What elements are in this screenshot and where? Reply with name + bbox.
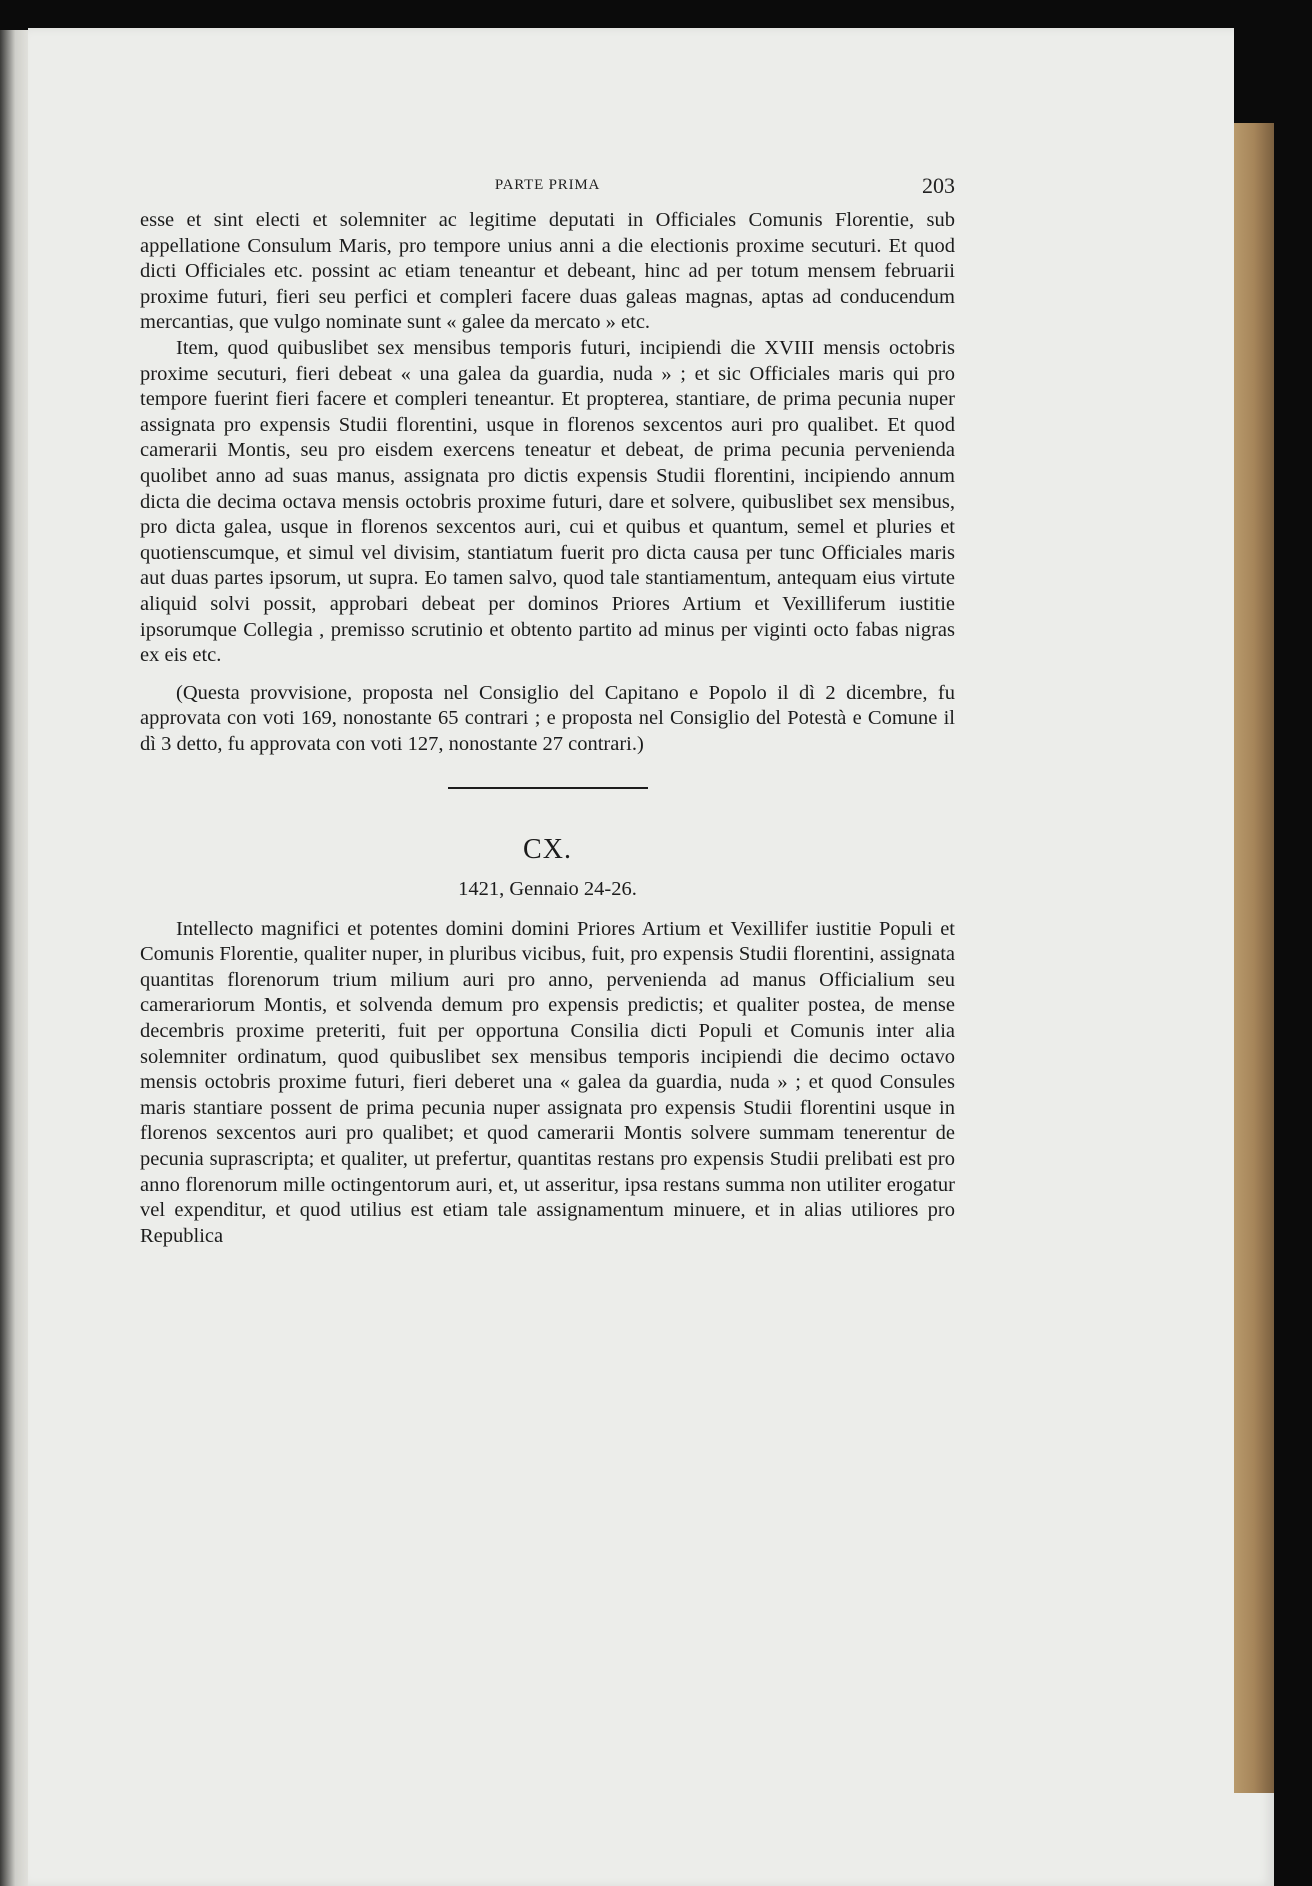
section-paragraph: Intellecto magnifici et potentes domini domini Priores Artium et Vexillifer iustitie Populi et Comunis Florentie, qualiter nuper, in pluribus vicibus, fuit, pro expensis Studii florentini, assignata quantitas florenorum trium milium auri pro anno, pervenienda ad manus Officialium seu camerariorum Montis, et solvenda demum pro expensis predictis; et qualiter postea, de mense decembris proxime preteriti, fuit per opportuna Consilia dicti Populi et Comunis inter alia solemniter ordinatum, quod quibuslibet sex mensibus temporis incipiendi die decimo octavo mensis octobris proxime futuri, fieri deberet una « galea da guardia, nuda » ; et quod Consules maris stantiare possent de prima pecunia nuper assignata pro expensis Studii florentini usque in florenos sexcentos auri pro qualibet; et quod camerarii Montis solvere summam tenerentur de pecunia suprascripta; et qualiter, ut prefertur, quantitas restans pro expensis Studii prelibati est pro anno florenorum mille octingentorum auri, et, ut asseritur, ipsa restans summa non utiliter erogatur vel expenditur, et quod utilius est etiam tale assignamentum minuere, et in alias utiliores pro Republica xyxy=(140,917,955,1247)
paragraph-continued: esse et sint electi et solemniter ac legitime deputati in Officiales Comunis Florentie, sub appellatione Consulum Maris, pro tempore unius anni a die electionis proxime secuturi. Et quod dicti Officiales etc. possint ac etiam teneantur et debeant, hinc ad per totum mensem februarii proxime futuri, fieri seu perfici et compleri facere duas galeas magnas, aptas ad conducendum mercantias, que vulgo nominate sunt « galee da mercato » etc. xyxy=(140,209,955,334)
page-body xyxy=(140,208,955,1249)
paragraph-item: Item, quod quibuslibet sex mensibus temporis futuri, incipiendi die XVIII mensis octobris proxime secuturi, fieri debeat « una galea da guardia, nuda » ; et sic Officiales maris qui pro tempore fuerint fieri facere et compleri teneantur. Et propterea, stantiare, de prima pecunia nuper assignata pro expensis Studii florentini, usque in florenos sexcentos auri pro qualibet. Et quod camerarii Montis, seu pro eisdem exercens teneatur et debeat, de prima pecunia pervenienda quolibet anno ad suas manus, assignata pro dictis expensis Studii florentini, incipiendo annum dicta die decima octava mensis octobris proxime futuri, dare et solvere, quibuslibet sex mensibus, pro dicta galea, usque in florenos sexcentos auri, cui et quibus et quantum, semel et pluries et quotienscumque, et simul vel divisim, stantiatum fuerit pro dicta causa per tunc Officiales maris aut duas partes ipsorum, ut supra. Eo tamen salvo, quod tale stantiamentum, antequam eius virtute aliquid solvi possit, approbari debeat per dominos Priores Artium et Vexilliferum iustitie ipsorumque Collegia , premisso scrutinio et obtento partito ad minus per viginti octo fabas nigras ex eis etc. xyxy=(140,336,955,667)
running-head: PARTE PRIMA xyxy=(494,177,601,193)
editorial-note: (Questa provvisione, proposta nel Consiglio del Capitano e Popolo il dì 2 dicembre, fu approvata con voti 169, nonostante 65 contrari ; e proposta nel Consiglio del Potestà e Comune il dì 3 detto, fu approvata con voti 127, nonostante 27 contrari.) xyxy=(140,681,955,755)
page-edge-stack xyxy=(1234,123,1274,1793)
section-date: 1421, Gennaio 24-26. xyxy=(458,878,637,901)
section-divider xyxy=(448,787,648,789)
section-heading: CX. xyxy=(523,834,572,866)
page-number: 203 xyxy=(922,173,955,198)
page-edge-shadow xyxy=(1234,28,1274,123)
page-header xyxy=(140,173,955,199)
